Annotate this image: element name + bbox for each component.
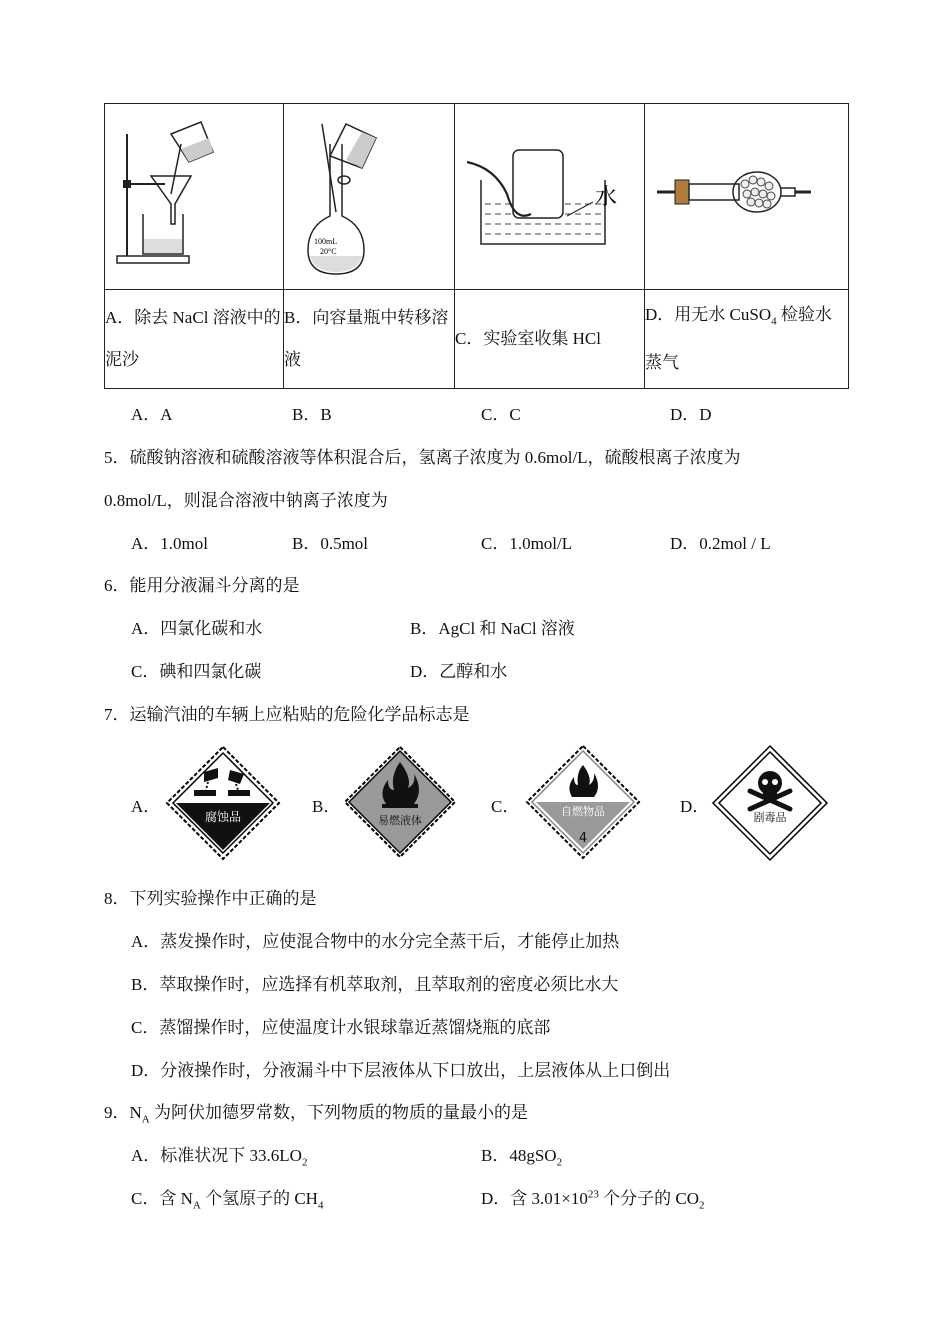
- q5-option-b[interactable]: B．0.5mol: [292, 534, 369, 553]
- q9-option-c[interactable]: C．含 $N_A$ 个氢原子的 $CH_4$: [131, 1189, 324, 1212]
- caption-c: C．实验室收集 HCl: [455, 290, 645, 389]
- caption-d: D．用无水 CuSO$_4$ 检验水蒸气: [645, 290, 849, 389]
- q7-letter-d[interactable]: D．: [680, 797, 710, 816]
- q4-option-a[interactable]: A．A: [131, 405, 173, 424]
- q9-option-a[interactable]: A．标准状况下 $33.6LO_2$: [131, 1146, 308, 1169]
- filtration-illustration: [105, 104, 284, 290]
- hazard-class-number: 4: [578, 831, 588, 846]
- apparatus-table: [104, 103, 849, 389]
- q4-option-d[interactable]: D．D: [670, 405, 712, 424]
- corrosive-hazard-sign[interactable]: [164, 744, 282, 862]
- q7-letter-a[interactable]: A．: [131, 797, 161, 816]
- q5-stem-line2: 0.8mol/L，则混合溶液中钠离子浓度为: [104, 491, 388, 510]
- water-label: 水: [595, 185, 618, 210]
- q9-stem: 9．$N_A$ 为阿伏加德罗常数，下列物质的物质的量最小的是: [104, 1103, 528, 1126]
- q8-stem: 8．下列实验操作中正确的是: [104, 889, 317, 908]
- q5-option-a[interactable]: A．1.0mol: [131, 534, 208, 553]
- q9-option-b[interactable]: B．48gSO$_2$: [481, 1146, 563, 1169]
- q8-option-a[interactable]: A．蒸发操作时，应使混合物中的水分完全蒸干后，才能停止加热: [131, 932, 620, 951]
- caption-b: B．向容量瓶中转移溶液: [284, 290, 455, 389]
- drying-tube-illustration: [645, 104, 849, 290]
- q8-option-d[interactable]: D．分液操作时，分液漏斗中下层液体从下口放出，上层液体从上口倒出: [131, 1061, 671, 1080]
- caption-a: A．除去 NaCl 溶液中的泥沙: [105, 290, 284, 389]
- q7-letter-b[interactable]: B．: [312, 797, 341, 816]
- q7-letter-c[interactable]: C．: [491, 797, 520, 816]
- q7-stem: 7．运输汽油的车辆上应粘贴的危险化学品标志是: [104, 705, 470, 724]
- q6-option-d[interactable]: D．乙醇和水: [410, 662, 508, 681]
- flask-temp-label: 20°C: [320, 247, 337, 256]
- volumetric-flask-illustration: [284, 104, 455, 290]
- corrosive-label: 腐蚀品: [204, 810, 242, 824]
- q5-option-d[interactable]: D．0.2mol / L: [670, 534, 771, 553]
- q4-option-b[interactable]: B．B: [292, 405, 332, 424]
- q5-option-c[interactable]: C．1.0mol/L: [481, 534, 573, 553]
- q5-stem-line1: 5．硫酸钠溶液和硫酸溶液等体积混合后，氢离子浓度为 0.6mol/L，硫酸根离子浓度为: [104, 448, 741, 467]
- gas-collection-illustration: [455, 104, 645, 290]
- q6-option-a[interactable]: A．四氯化碳和水: [131, 619, 263, 638]
- q8-option-c[interactable]: C．蒸馏操作时，应使温度计水银球靠近蒸馏烧瓶的底部: [131, 1018, 551, 1037]
- q6-option-c[interactable]: C．碘和四氯化碳: [131, 662, 262, 681]
- q6-stem: 6．能用分液漏斗分离的是: [104, 576, 300, 595]
- toxic-hazard-sign[interactable]: [710, 743, 830, 863]
- toxic-label: 剧毒品: [753, 811, 787, 824]
- q8-option-b[interactable]: B．萃取操作时，应选择有机萃取剂，且萃取剂的密度必须比水大: [131, 975, 619, 994]
- q4-option-c[interactable]: C．C: [481, 405, 521, 424]
- q9-option-d[interactable]: D．含 $3.01\times 10^{23}$ 个分子的 $CO_2$: [481, 1188, 705, 1212]
- flammable-label: 易燃液体: [378, 814, 422, 827]
- flask-volume-label: 100mL: [314, 237, 338, 246]
- spontaneous-combustion-sign[interactable]: [524, 743, 642, 861]
- spontaneous-label: 自燃物品: [561, 805, 605, 818]
- flammable-liquid-sign[interactable]: [342, 744, 458, 860]
- q6-option-b[interactable]: B．AgCl 和 NaCl 溶液: [410, 619, 575, 638]
